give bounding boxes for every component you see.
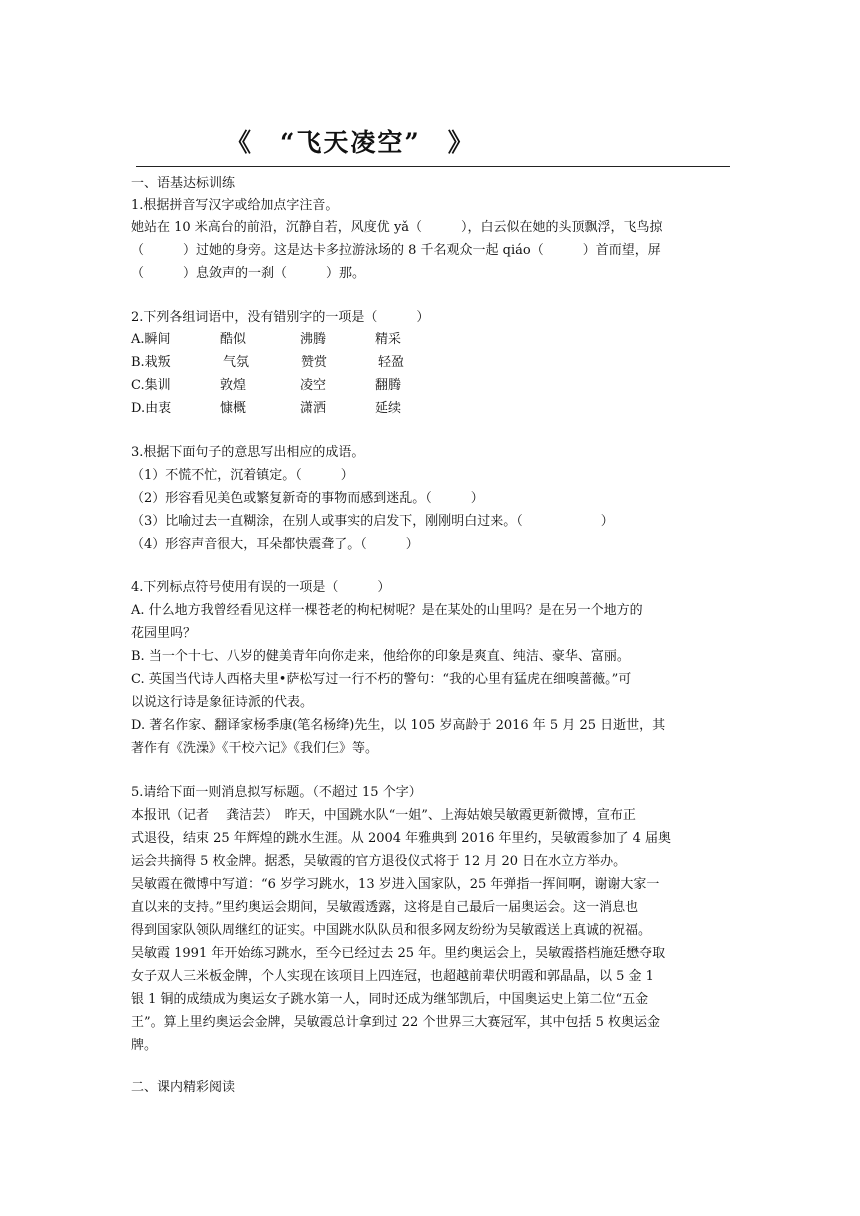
news-paragraph-line: 吴敏霞在微博中写道：“6 岁学习跳水，13 岁进入国家队，25 年弹指一挥间啊，谢谢大家一 (131, 877, 660, 892)
question-4-line: A. 什么地方我曾经看见这样一棵苍老的枸杞树呢？是在某处的山里吗？是在另一个地方的 (131, 603, 643, 618)
news-paragraph-line: 本报讯（记者 龚洁芸） 昨天，中国跳水队“一姐”、上海姑娘吴敏霞更新微博，宣布正 (131, 808, 636, 823)
option-word: C.集训 (131, 378, 171, 393)
document-title-text: 《 “飞天凌空” 》 (226, 128, 475, 157)
question-3-item: （4）形容声音很大，耳朵都快震聋了。（ ） (131, 537, 419, 552)
question-3-item: （3）比喻过去一直糊涂，在别人或事实的启发下，刚刚明白过来。（ ） (131, 514, 614, 529)
question-5-prompt: 5.请给下面一则消息拟写标题。（不超过 15 个字） (131, 785, 422, 800)
option-word: 翻腾 (375, 378, 402, 393)
option-word: D.由衷 (131, 401, 172, 416)
news-paragraph-line: 银 1 铜的成绩成为奥运女子跳水第一人，同时还成为继邹凯后，中国奥运史上第二位“五金 (131, 992, 649, 1007)
news-paragraph-line: 得到国家队领队周继红的证实。中国跳水队队员和很多网友纷纷为吴敏霞送上真诚的祝福。 (131, 923, 652, 938)
section-heading-1: 一、语基达标训练 (131, 176, 236, 191)
question-2-prompt: 2.下列各组词语中，没有错别字的一项是（ ） (131, 310, 430, 325)
option-word: 精采 (375, 332, 402, 347)
option-word: 轻盈 (378, 355, 405, 370)
option-word: 沸腾 (300, 332, 327, 347)
question-4-line: 以说这行诗是象征诗派的代表。 (131, 695, 314, 710)
news-paragraph-line: 女子双人三米板金牌，个人实现在该项目上四连冠，也超越前辈伏明霞和郭晶晶，以 5 金 1 (131, 969, 654, 984)
question-3-prompt: 3.根据下面句子的意思写出相应的成语。 (131, 445, 365, 460)
question-3-item: （1）不慌不忙，沉着镇定。（ ） (131, 468, 354, 483)
news-paragraph-line: 式退役，结束 25 年辉煌的跳水生涯。从 2004 年雅典到 2016 年里约，吴敏霞参加了 4 届奥 (131, 831, 672, 846)
question-4-line: 著作有《洗澡》《干校六记》《我们仨》等。 (131, 741, 379, 756)
news-paragraph-line: 牌。 (131, 1038, 158, 1053)
option-word: 延续 (375, 401, 402, 416)
option-word: 敦煌 (220, 378, 247, 393)
option-word: 慷概 (220, 401, 247, 416)
news-paragraph-line: 直以来的支持。”里约奥运会期间，吴敏霞透露，这将是自己最后一届奥运会。这一消息也 (131, 900, 639, 915)
question-3-item: （2）形容看见美色或繁复新奇的事物而感到迷乱。（ ） (131, 491, 484, 506)
question-4-line: D. 著名作家、翻译家杨季康(笔名杨绛)先生，以 105 岁高龄于 2016 年 5 月 25 日逝世，其 (131, 718, 666, 733)
question-1-prompt: 1.根据拼音写汉字或给加点字注音。 (131, 198, 339, 213)
news-paragraph-line: 吴敏霞 1991 年开始练习跳水，至今已经过去 25 年。里约奥运会上，吴敏霞搭档施廷懋夺取 (131, 946, 666, 961)
question-4-line: 花园里吗？ (131, 626, 197, 641)
option-word: 酷似 (220, 332, 247, 347)
question-1-line: 她站在 10 米高台的前沿，沉静自若，风度优 yǎ（ ），白云似在她的头顶飘浮，飞鸟掠 (131, 220, 663, 235)
news-paragraph-line: 王”。算上里约奥运会金牌，吴敏霞总计拿到过 22 个世界三大赛冠军，其中包括 5 枚奥运金 (131, 1015, 660, 1030)
option-word: 气氛 (223, 355, 250, 370)
document-title (136, 120, 730, 167)
section-heading-2: 二、课内精彩阅读 (131, 1080, 236, 1095)
question-4-line: B. 当一个十七、八岁的健美青年向你走来，他给你的印象是爽直、纯洁、豪华、富丽。 (131, 649, 630, 664)
option-word: B.栽叛 (131, 355, 171, 370)
question-4-line: C. 英国当代诗人西格夫里•萨松写过一行不朽的警句：“我的心里有猛虎在细嗅蔷薇。”可 (131, 672, 632, 687)
option-word: A.瞬间 (131, 332, 171, 347)
news-paragraph-line: 运会共摘得 5 枚金牌。据悉，吴敏霞的官方退役仪式将于 12 月 20 日在水立方举办。 (131, 854, 627, 869)
option-word: 潇洒 (300, 401, 327, 416)
option-word: 凌空 (300, 378, 327, 393)
option-word: 赞赏 (301, 355, 328, 370)
question-1-line: （ ）息敛声的一刹（ ）那。 (131, 266, 366, 281)
question-4-prompt: 4.下列标点符号使用有误的一项是（ ） (131, 580, 391, 595)
question-1-line: （ ）过她的身旁。这是达卡多拉游泳场的 8 千名观众一起 qiáo（ ）首而望，屏 (131, 243, 661, 258)
